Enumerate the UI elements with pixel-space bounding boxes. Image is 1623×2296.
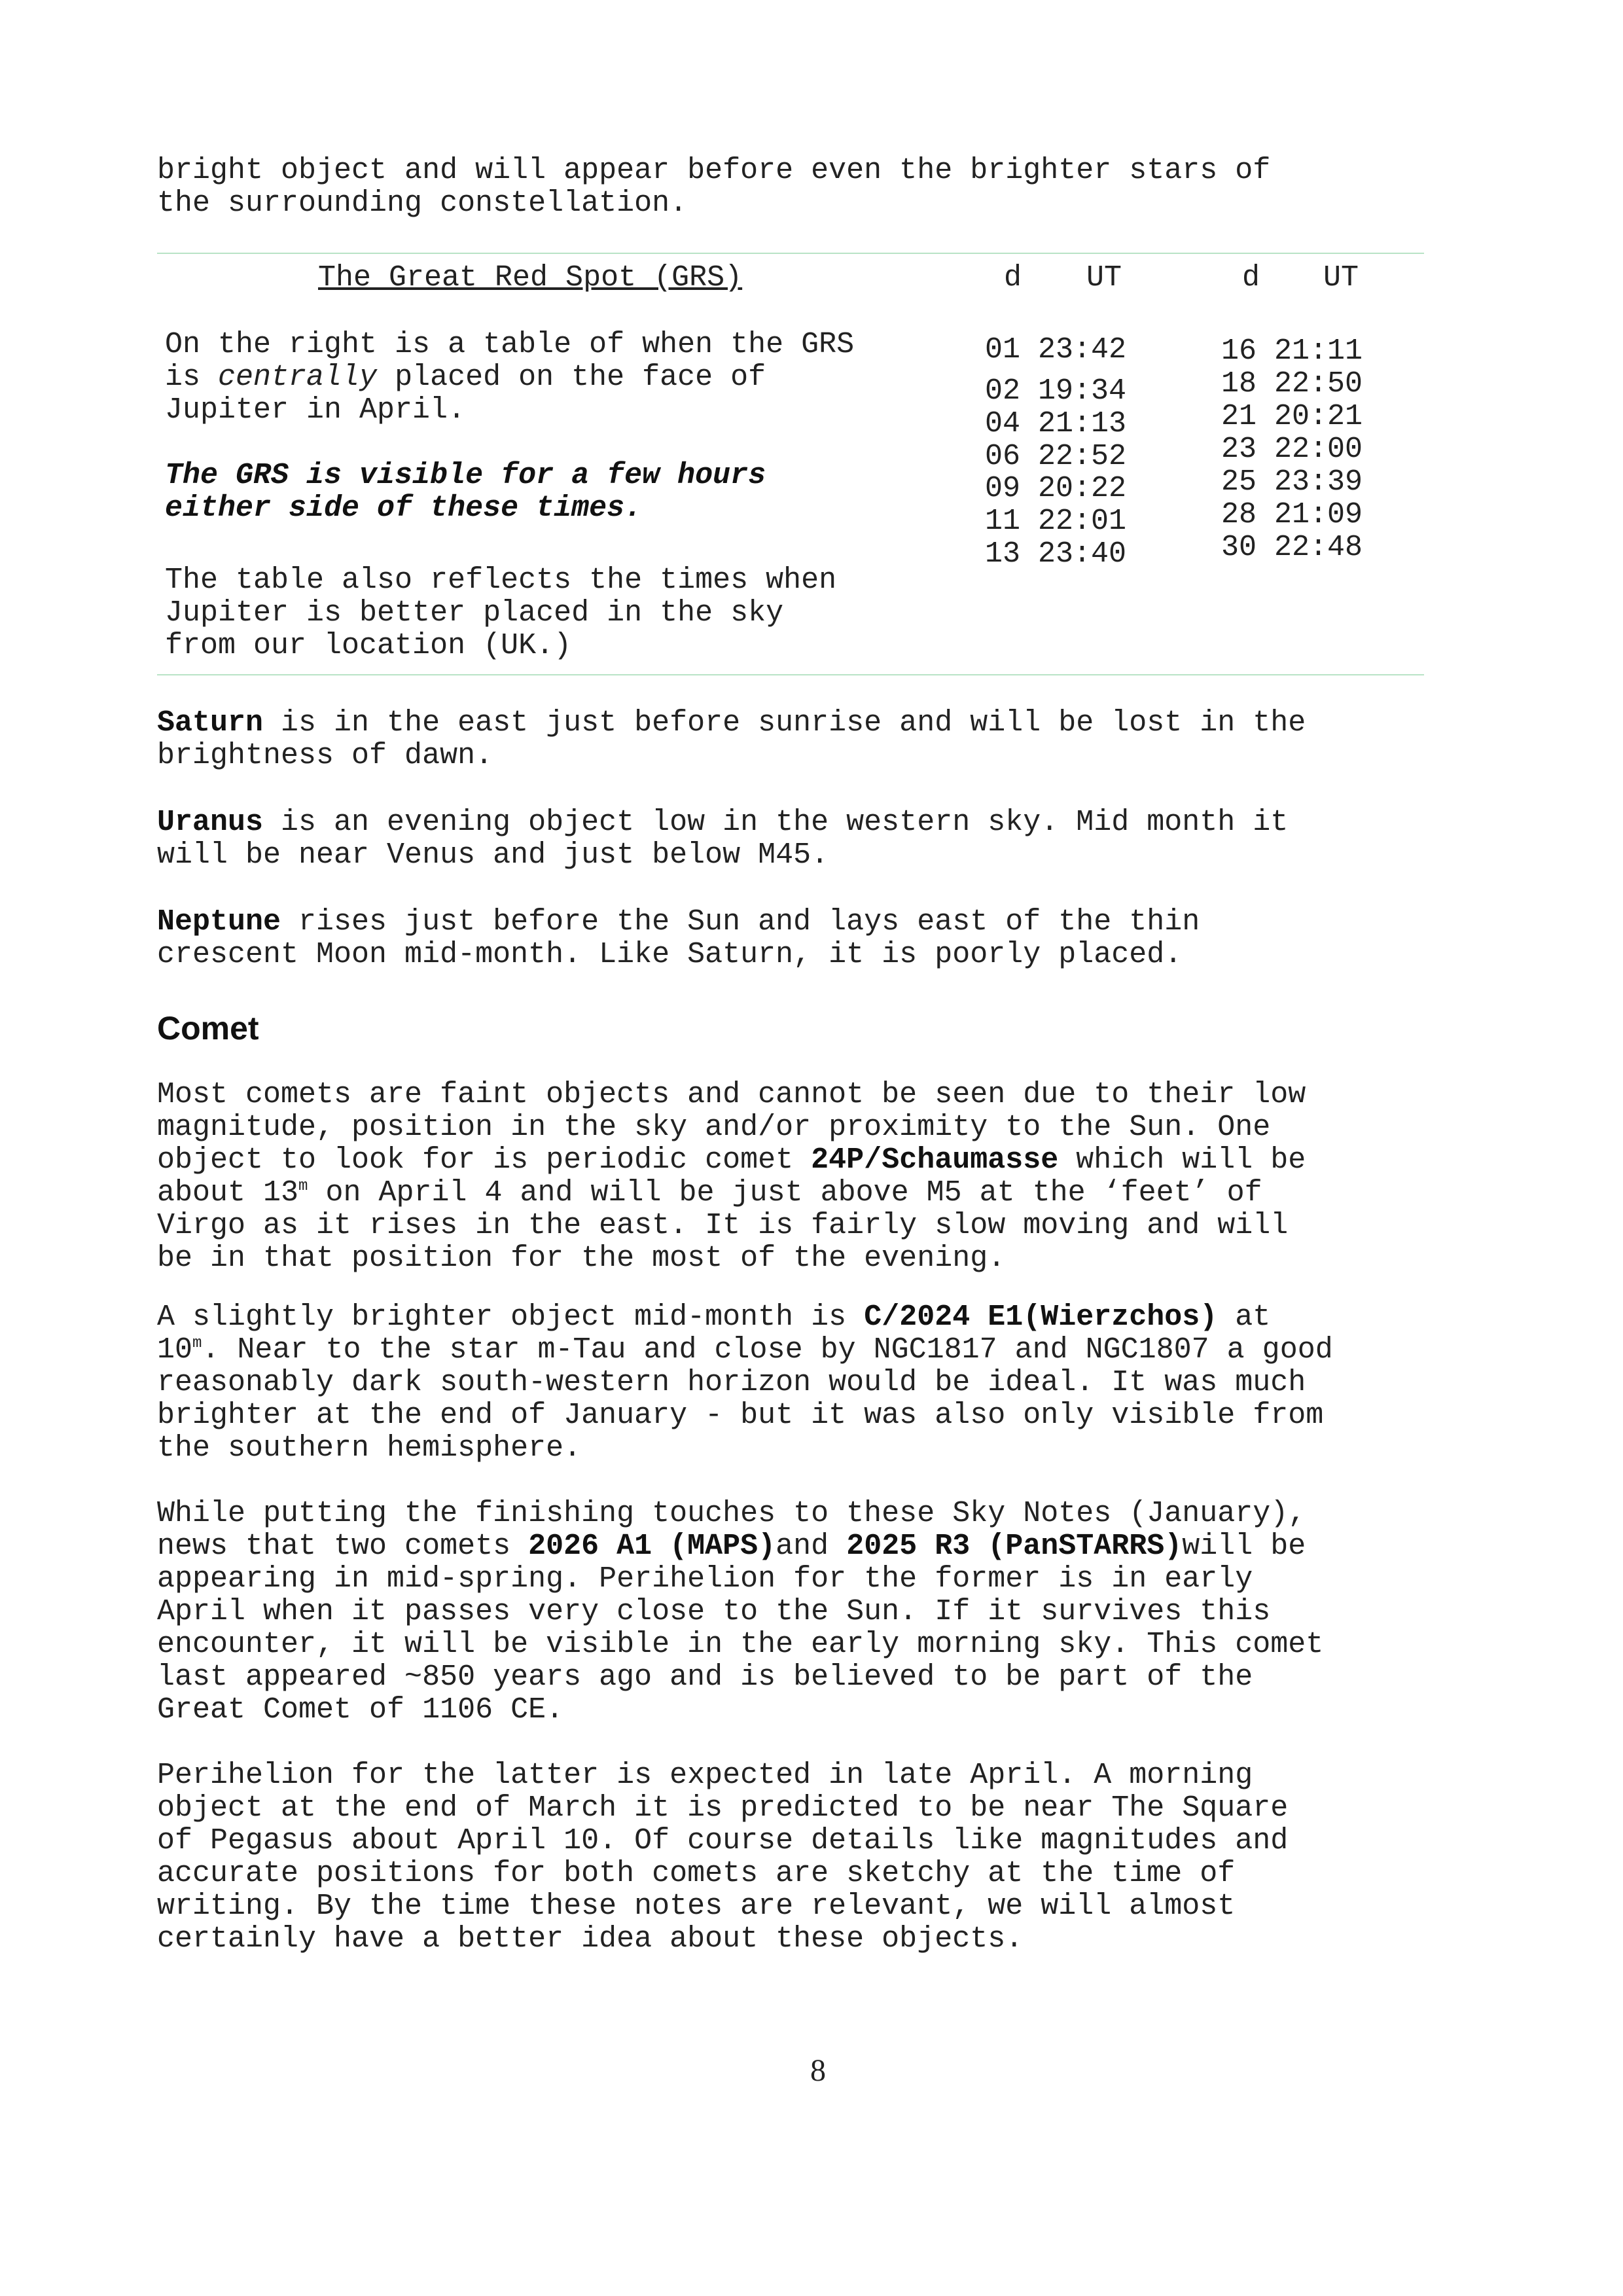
comet-text: reasonably dark south-western horizon would be ideal. It was much: [157, 1366, 1306, 1399]
saturn-text: brightness of dawn.: [157, 739, 493, 772]
comet-name-maps: 2026 A1 (MAPS): [528, 1530, 776, 1563]
intro-line: the surrounding constellation.: [157, 187, 688, 220]
grs-table-left-row: 01 23:42: [985, 333, 1127, 367]
comet-paragraph-4: [157, 1759, 1505, 1956]
grs-desc-line: is: [165, 361, 219, 394]
comet-text: Virgo as it rises in the east. It is fairly slow moving and will: [157, 1209, 1289, 1242]
magnitude-superscript: m: [192, 1335, 202, 1352]
neptune-text: crescent Moon mid-month. Like Saturn, it is poorly placed.: [157, 938, 1183, 971]
grs-note-line: Jupiter is better placed in the sky: [165, 596, 784, 630]
grs-col-d-right: d: [1242, 261, 1260, 295]
grs-table-left-row: 13 23:40: [985, 537, 1127, 571]
grs-note-line: The table also reflects the times when: [165, 564, 837, 597]
comet-text: object at the end of March it is predicted to be near The Square: [157, 1791, 1289, 1825]
grs-title: The Great Red Spot (GRS): [318, 261, 743, 295]
grs-top-rule: [157, 253, 1424, 254]
comet-text: be in that position for the most of the evening.: [157, 1242, 1006, 1275]
grs-table-left-row: 04 21:13: [985, 407, 1127, 440]
comet-text: April when it passes very close to the Sun. If it survives this: [157, 1595, 1271, 1628]
comet-text: at: [1217, 1300, 1271, 1334]
grs-desc-line: On the right is a table of when the GRS: [165, 328, 855, 361]
comet-text: object to look for is periodic comet: [157, 1143, 812, 1177]
comet-name-24p: 24P/Schaumasse: [811, 1143, 1059, 1177]
grs-desc-line: Jupiter in April.: [165, 393, 466, 427]
grs-table-right-row: 21 20:21: [1221, 400, 1363, 433]
grs-note-line: from our location (UK.): [165, 629, 572, 662]
comet-text: A slightly brighter object mid-month is: [157, 1300, 865, 1334]
intro-line: bright object and will appear before even the brighter stars of: [157, 154, 1271, 187]
comet-text: . Near to the star m-Tau and close by NGC1817 and NGC1807 a good: [202, 1333, 1333, 1367]
saturn-paragraph: [157, 707, 1505, 772]
comet-text: and: [776, 1530, 847, 1563]
grs-bold-line: either side of these times.: [165, 492, 643, 525]
grs-table-right-row: 16 21:11: [1221, 334, 1363, 368]
magnitude-superscript: m: [298, 1177, 308, 1195]
grs-desc-line: placed on the face of: [377, 361, 766, 394]
comet-text: last appeared ~850 years ago and is believed to be part of the: [157, 1660, 1253, 1694]
comet-text: news that two comets: [157, 1530, 529, 1563]
comet-text: which will be: [1058, 1143, 1306, 1177]
grs-table-left-row: 06 22:52: [985, 440, 1127, 473]
comet-text: Most comets are faint objects and cannot be seen due to their low: [157, 1078, 1306, 1111]
comet-text: magnitude, position in the sky and/or proximity to the Sun. One: [157, 1111, 1271, 1144]
grs-desc-emphasis: centrally: [218, 361, 378, 394]
grs-table-right-row: 25 23:39: [1221, 465, 1363, 499]
page-number: 8: [810, 2053, 826, 2088]
uranus-paragraph: [157, 806, 1505, 872]
grs-bold-line: The GRS is visible for a few hours: [165, 459, 766, 492]
comet-heading: Comet: [157, 1010, 259, 1047]
comet-text: about 13: [157, 1176, 299, 1210]
comet-text: While putting the finishing touches to these Sky Notes (January),: [157, 1497, 1306, 1530]
grs-table-right-row: 18 22:50: [1221, 367, 1363, 401]
grs-table-left-row: 09 20:22: [985, 472, 1127, 505]
comet-paragraph-1: [157, 1079, 1505, 1275]
grs-table-left-row: 11 22:01: [985, 505, 1127, 538]
grs-table-right-row: 23 22:00: [1221, 433, 1363, 466]
grs-col-ut-left: UT: [1086, 261, 1122, 295]
neptune-name: Neptune: [157, 905, 281, 939]
comet-text: brighter at the end of January - but it was also only visible from: [157, 1399, 1324, 1432]
neptune-text: rises just before the Sun and lays east of the thin: [281, 905, 1200, 939]
grs-table-right-row: 28 21:09: [1221, 498, 1363, 531]
comet-text: Great Comet of 1106 CE.: [157, 1693, 564, 1727]
uranus-name: Uranus: [157, 806, 264, 839]
saturn-text: is in the east just before sunrise and will be lost in the: [263, 706, 1306, 740]
uranus-text: is an evening object low in the western sky. Mid month it: [263, 806, 1289, 839]
grs-col-ut-right: UT: [1323, 261, 1359, 295]
comet-paragraph-3: [157, 1498, 1505, 1727]
grs-bottom-rule: [157, 674, 1424, 675]
comet-paragraph-2: [157, 1301, 1505, 1465]
grs-visibility-note: [165, 459, 950, 525]
comet-text: certainly have a better idea about these objects.: [157, 1922, 1024, 1956]
grs-col-d-left: d: [1004, 261, 1022, 295]
uranus-text: will be near Venus and just below M45.: [157, 838, 829, 872]
comet-name-panstarrs: 2025 R3 (PanSTARRS): [846, 1530, 1183, 1563]
comet-text: will be: [1182, 1530, 1306, 1563]
comet-text: on April 4 and will be just above M5 at the ‘feet’ of: [308, 1176, 1262, 1210]
comet-text: the southern hemisphere.: [157, 1431, 582, 1465]
intro-paragraph: [157, 154, 1505, 220]
comet-text: appearing in mid-spring. Perihelion for the former is in early: [157, 1562, 1253, 1596]
grs-table-right-row: 30 22:48: [1221, 531, 1363, 564]
comet-text: of Pegasus about April 10. Of course details like magnitudes and: [157, 1824, 1289, 1857]
saturn-name: Saturn: [157, 706, 264, 740]
comet-text: 10: [157, 1333, 193, 1367]
neptune-paragraph: [157, 906, 1505, 971]
comet-text: writing. By the time these notes are relevant, we will almost: [157, 1890, 1236, 1923]
grs-table-left-row: 02 19:34: [985, 374, 1127, 408]
grs-description: [165, 329, 950, 427]
comet-text: encounter, it will be visible in the early morning sky. This comet: [157, 1628, 1324, 1661]
comet-text: Perihelion for the latter is expected in late April. A morning: [157, 1759, 1253, 1792]
grs-location-note: [165, 564, 950, 662]
comet-name-wierzchos: C/2024 E1(Wierzchos): [864, 1300, 1218, 1334]
comet-text: accurate positions for both comets are sketchy at the time of: [157, 1857, 1236, 1890]
